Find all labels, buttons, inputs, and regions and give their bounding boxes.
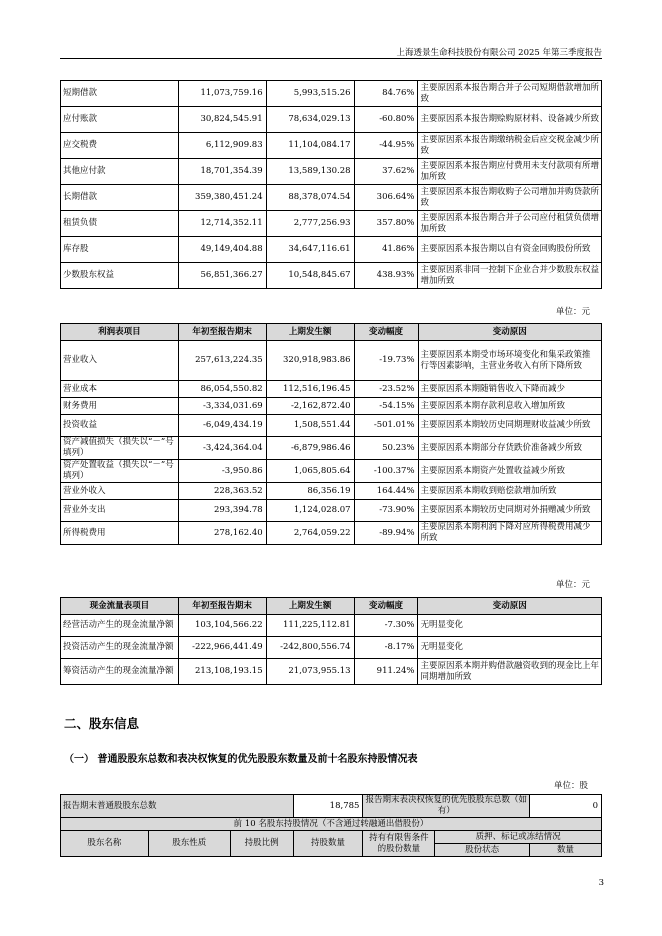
- income-cell-previous: 1,065,805.64: [266, 460, 354, 483]
- balance-cell-change: 306.64%: [354, 185, 418, 211]
- income-cell-item: 所得税费用: [61, 522, 179, 545]
- income-cell-reason: 主要原因系本期较历史同期理财收益减少所致: [418, 415, 601, 437]
- balance-cell-item: 应交税费: [61, 133, 179, 159]
- balance-cell-reason: 主要原因系本报告期收购子公司增加并购贷款所致: [418, 185, 602, 211]
- income-row: [61, 460, 602, 483]
- income-cell-current: -3,334,031.69: [178, 398, 266, 415]
- section-title-shareholders: 二、股东信息: [64, 716, 140, 731]
- subsection-title: （一） 普通股股东总数和表决权恢复的优先股股东数量及前十名股东持股情况表: [64, 754, 418, 765]
- balance-row: [61, 107, 602, 133]
- cash-cell-current: 103,104,566.22: [178, 615, 266, 637]
- income-header-3: 变动幅度: [354, 324, 418, 341]
- balance-cell-item: 其他应付款: [61, 159, 179, 185]
- balance-cell-change: 357.80%: [354, 211, 418, 237]
- cash-cell-previous: -242,800,556.74: [266, 637, 354, 659]
- balance-row: [61, 159, 602, 185]
- income-cell-item: 投资收益: [61, 415, 179, 437]
- income-row: [61, 341, 602, 381]
- cash-cell-previous: 111,225,112.81: [266, 615, 354, 637]
- cash-row: [61, 615, 602, 637]
- income-cell-previous: 320,918,983.86: [266, 341, 354, 381]
- income-cell-change: 164.44%: [354, 483, 418, 500]
- cash-header-1: 年初至报告期末: [178, 598, 266, 615]
- income-cell-reason: 主要原因系本期受市场环境变化和集采政策推行等因素影响，主营业务收入有所下降所致: [418, 341, 601, 381]
- income-cell-previous: 112,516,196.45: [266, 381, 354, 398]
- income-cell-reason: 主要原因系本期存款利息收入增加所致: [418, 398, 601, 415]
- income-cell-reason: 主要原因系本期利润下降对应所得税费用减少所致: [418, 522, 601, 545]
- balance-cell-current: 6,112,909.83: [178, 133, 266, 159]
- balance-cell-previous: 13,589,130.28: [266, 159, 354, 185]
- cash-row: [61, 659, 602, 685]
- balance-cell-current: 359,380,451.24: [178, 185, 266, 211]
- balance-cell-previous: 5,993,515.26: [266, 81, 354, 107]
- income-row: [61, 381, 602, 398]
- income-cell-item: 营业外收入: [61, 483, 179, 500]
- income-row: [61, 398, 602, 415]
- income-cell-item: 财务费用: [61, 398, 179, 415]
- income-cell-item: 营业成本: [61, 381, 179, 398]
- income-cell-current: -3,950.86: [178, 460, 266, 483]
- cash-cell-reason: 无明显变化: [418, 637, 602, 659]
- balance-cell-current: 49,149,404.88: [178, 237, 266, 263]
- balance-cell-item: 短期借款: [61, 81, 179, 107]
- income-cell-reason: 主要原因系本期较历史同期对外捐赠减少所致: [418, 500, 601, 522]
- income-cell-reason: 主要原因系本期随销售收入下降而减少: [418, 381, 601, 398]
- balance-cell-item: 应付账款: [61, 107, 179, 133]
- col-holding-quantity: 持股数量: [293, 831, 363, 857]
- cash-cell-item: 经营活动产生的现金流量净额: [61, 615, 179, 637]
- cash-cell-change: -8.17%: [354, 637, 418, 659]
- income-cell-current: 228,363.52: [178, 483, 266, 500]
- balance-cell-reason: 主要原因系本报告期应付费用未支付款项有所增加所致: [418, 159, 602, 185]
- unit-label-shares: 单位：股: [553, 781, 588, 791]
- income-cell-current: 257,613,224.35: [178, 341, 266, 381]
- balance-cell-previous: 78,634,029.13: [266, 107, 354, 133]
- income-cell-change: -23.52%: [354, 381, 418, 398]
- balance-cell-change: 438.93%: [354, 263, 418, 289]
- income-row: [61, 483, 602, 500]
- income-row: [61, 500, 602, 522]
- income-cell-reason: 主要原因系本期资产处置收益减少所致: [418, 460, 601, 483]
- cash-row: [61, 637, 602, 659]
- balance-cell-reason: 主要原因系非同一控制下企业合并少数股东权益增加所致: [418, 263, 602, 289]
- cash-cell-reason: 无明显变化: [418, 615, 602, 637]
- balance-cell-current: 30,824,545.91: [178, 107, 266, 133]
- balance-cell-change: 84.76%: [354, 81, 418, 107]
- income-statement-table: [60, 323, 602, 545]
- balance-row: [61, 185, 602, 211]
- income-cell-current: -3,424,364.04: [178, 437, 266, 460]
- income-cell-previous: -6,879,986.46: [266, 437, 354, 460]
- income-cell-current: 86,054,550.82: [178, 381, 266, 398]
- balance-cell-current: 56,851,366.27: [178, 263, 266, 289]
- income-header-2: 上期发生额: [266, 324, 354, 341]
- balance-cell-previous: 34,647,116.61: [266, 237, 354, 263]
- header-title: 上海透景生命科技股份有限公司 2025 年第三季度报告: [396, 48, 602, 58]
- income-cell-reason: 主要原因系本期收到赔偿款增加所致: [418, 483, 601, 500]
- income-cell-item: 营业外支出: [61, 500, 179, 522]
- col-shareholder-name: 股东名称: [61, 831, 149, 857]
- balance-cell-change: -44.95%: [354, 133, 418, 159]
- balance-cell-previous: 11,104,084.17: [266, 133, 354, 159]
- cash-flow-table: [60, 597, 602, 685]
- balance-row: [61, 237, 602, 263]
- unit-label-cash: 单位：元: [555, 580, 590, 590]
- col-share-status: 股份状态: [435, 844, 530, 857]
- balance-cell-previous: 2,777,256.93: [266, 211, 354, 237]
- top10-shareholders-caption: 前 10 名股东持股情况（不含通过转融通出借股份）: [61, 818, 602, 831]
- cash-cell-current: 213,108,193.15: [178, 659, 266, 685]
- balance-cell-current: 11,073,759.16: [178, 81, 266, 107]
- cash-cell-current: -222,966,441.49: [178, 637, 266, 659]
- common-shareholders-label: 报告期末普通股股东总数: [61, 795, 294, 818]
- income-cell-current: -6,049,434.19: [178, 415, 266, 437]
- cash-cell-reason: 主要原因系本期并购借款融资收到的现金比上年同期增加所致: [418, 659, 602, 685]
- income-cell-change: -73.90%: [354, 500, 418, 522]
- income-cell-item: 资产减值损失（损失以“－”号填列）: [61, 437, 179, 460]
- balance-cell-item: 少数股东权益: [61, 263, 179, 289]
- balance-sheet-table: [60, 80, 602, 289]
- income-cell-previous: 1,124,028.07: [266, 500, 354, 522]
- page-header: [60, 38, 602, 59]
- cash-header-0: 现金流量表项目: [61, 598, 179, 615]
- balance-cell-item: 长期借款: [61, 185, 179, 211]
- income-cell-item: 营业收入: [61, 341, 179, 381]
- balance-cell-item: 租赁负债: [61, 211, 179, 237]
- balance-row: [61, 81, 602, 107]
- preferred-shareholders-count: 0: [530, 795, 602, 818]
- balance-cell-change: 37.62%: [354, 159, 418, 185]
- income-cell-change: -19.73%: [354, 341, 418, 381]
- balance-cell-previous: 88,378,074.54: [266, 185, 354, 211]
- col-pledge-count: 数量: [530, 844, 602, 857]
- income-cell-change: -501.01%: [354, 415, 418, 437]
- income-cell-change: -100.37%: [354, 460, 418, 483]
- balance-cell-item: 库存股: [61, 237, 179, 263]
- income-cell-current: 293,394.78: [178, 500, 266, 522]
- shareholder-table: [60, 794, 602, 857]
- income-header-4: 变动原因: [418, 324, 601, 341]
- income-cell-current: 278,162.40: [178, 522, 266, 545]
- income-row: [61, 522, 602, 545]
- income-cell-previous: -2,162,872.40: [266, 398, 354, 415]
- balance-cell-reason: 主要原因系本报告期赊购原材料、设备减少所致: [418, 107, 602, 133]
- income-cell-change: -54.15%: [354, 398, 418, 415]
- cash-cell-item: 筹资活动产生的现金流量净额: [61, 659, 179, 685]
- income-cell-previous: 1,508,551.44: [266, 415, 354, 437]
- col-shareholder-nature: 股东性质: [148, 831, 230, 857]
- balance-row: [61, 133, 602, 159]
- income-header-1: 年初至报告期末: [178, 324, 266, 341]
- cash-cell-previous: 21,073,955.13: [266, 659, 354, 685]
- income-cell-previous: 86,356.19: [266, 483, 354, 500]
- unit-label-income: 单位：元: [555, 307, 590, 317]
- income-cell-change: -89.94%: [354, 522, 418, 545]
- balance-cell-reason: 主要原因系本报告期以自有资金回购股份所致: [418, 237, 602, 263]
- cash-header-2: 上期发生额: [266, 598, 354, 615]
- col-pledge-group: 质押、标记或冻结情况: [435, 831, 602, 844]
- income-cell-item: 资产处置收益（损失以“－”号填列）: [61, 460, 179, 483]
- balance-cell-reason: 主要原因系本报告期缴纳税金后应交税金减少所致: [418, 133, 602, 159]
- balance-row: [61, 211, 602, 237]
- income-header-0: 利润表项目: [61, 324, 179, 341]
- balance-cell-reason: 主要原因系本报告期合并子公司应付租赁负债增加所致: [418, 211, 602, 237]
- preferred-shareholders-label: 报告期末表决权恢复的优先股股东总数（如有）: [363, 795, 530, 818]
- balance-cell-previous: 10,548,845.67: [266, 263, 354, 289]
- income-cell-change: 50.23%: [354, 437, 418, 460]
- balance-row: [61, 263, 602, 289]
- col-restricted-shares: 持有有限售条件的股份数量: [363, 831, 435, 857]
- cash-cell-change: -7.30%: [354, 615, 418, 637]
- income-cell-reason: 主要原因系本期部分存货跌价准备减少所致: [418, 437, 601, 460]
- income-row: [61, 415, 602, 437]
- cash-cell-change: 911.24%: [354, 659, 418, 685]
- balance-cell-current: 12,714,352.11: [178, 211, 266, 237]
- common-shareholders-count: 18,785: [293, 795, 363, 818]
- balance-cell-change: 41.86%: [354, 237, 418, 263]
- balance-cell-current: 18,701,354.39: [178, 159, 266, 185]
- balance-cell-reason: 主要原因系本报告期合并子公司短期借款增加所致: [418, 81, 602, 107]
- income-row: [61, 437, 602, 460]
- balance-cell-change: -60.80%: [354, 107, 418, 133]
- cash-header-4: 变动原因: [418, 598, 602, 615]
- cash-cell-item: 投资活动产生的现金流量净额: [61, 637, 179, 659]
- cash-header-3: 变动幅度: [354, 598, 418, 615]
- col-holding-ratio: 持股比例: [230, 831, 293, 857]
- page-number: 3: [598, 878, 604, 888]
- income-cell-previous: 2,764,059.22: [266, 522, 354, 545]
